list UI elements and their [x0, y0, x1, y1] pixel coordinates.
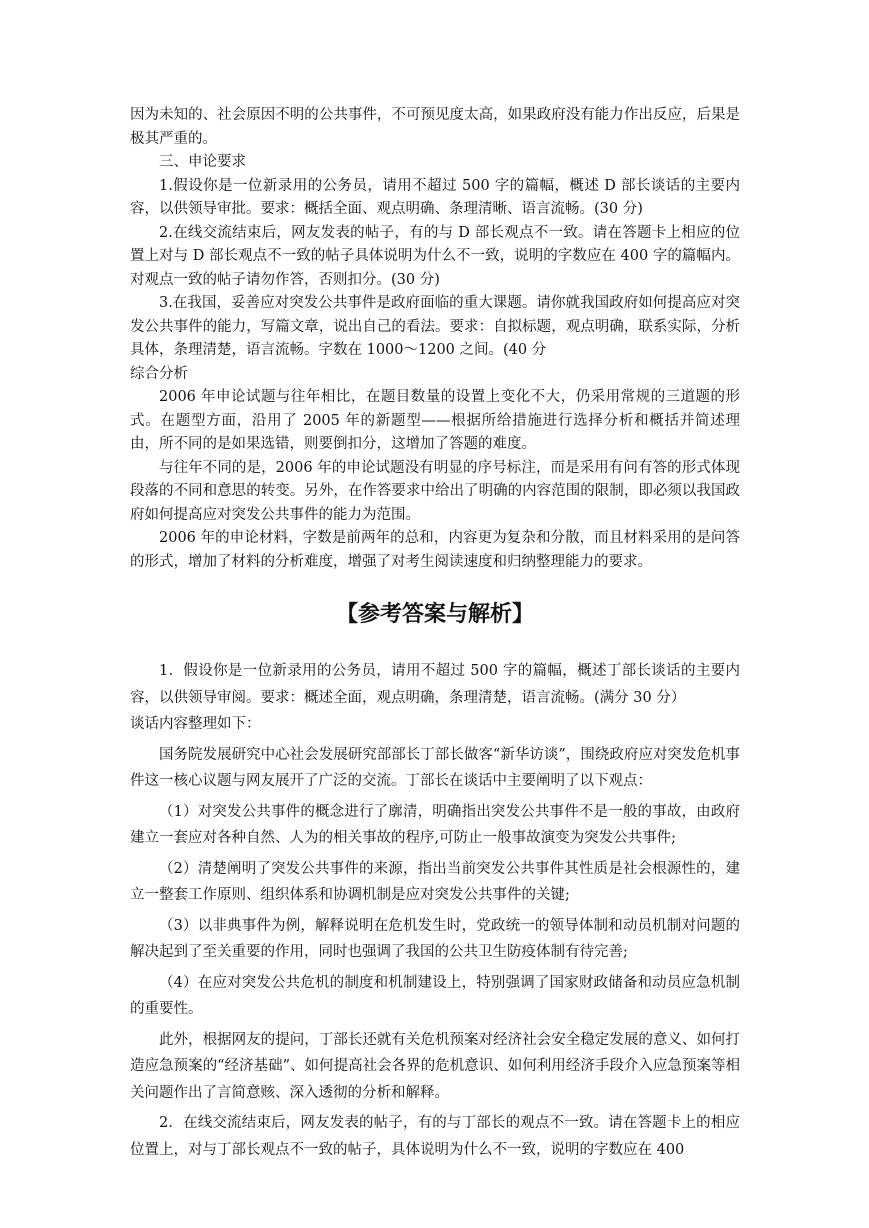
answer-point-2: （2）清楚阐明了突发公共事件的来源，指出当前突发公共事件其性质是社会根源性的，建立一整套工作原则、组织体系和协调机制是应对突发公共事件的关键;: [130, 860, 740, 903]
answer-point-4: （4）在应对突发公共危机的制度和机制建设上，特别强调了国家财政储备和动员应急机制的重要性。: [130, 974, 740, 1017]
answer-paragraph-2: 此外，根据网友的提问，丁部长还就有关危机预案对经济社会安全稳定发展的意义、如何打造应急预案的“经济基础”、如何提高社会各界的危机意识、如何利用经济手段介入应急预案等相关问题作出了言简意赅、深入透彻的分析和解释。: [130, 1031, 740, 1101]
answers-section: [130, 658, 740, 1163]
analysis-paragraph-1: 2006 年申论试题与往年相比，在题目数量的设置上变化不大，仍采用常规的三道题的形式。在题型方面，沿用了 2005 年的新题型——根据所给措施进行选择分析和概括并简述理 由，所不同的是如果选错，则要倒扣分，这增加了答题的难度。: [130, 389, 740, 452]
section-title-analysis: 综合分析: [130, 365, 188, 382]
requirement-1: 1.假设你是一位新录用的公务员，请用不超过 500 字的篇幅，概述 D 部长谈话的主要内容，以供领导审批。要求：概括全面、观点明确、条理清晰、语言流畅。(30 分): [130, 177, 740, 217]
requirement-2: 2.在线交流结束后，网友发表的帖子，有的与 D 部长观点不一致。请在答题卡上相应的位置上对与 D 部长观点不一致的帖子具体说明为什么不一致，说明的字数应在 400 字的篇幅内。对观点一致的帖子请勿作答，否则扣分。(30 分): [130, 224, 740, 288]
analysis-paragraph-3: 2006 年的申论材料，字数是前两年的总和，内容更为复杂和分散，而且材料采用的是问答的形式，增加了材料的分析难度，增强了对考生阅读速度和归纳整理能力的要求。: [130, 530, 740, 570]
answer-point-3: （3）以非典事件为例，解释说明在危机发生时，党政统一的领导体制和动员机制对问题的解决起到了至关重要的作用，同时也强调了我国的公共卫生防疫体制有待完善;: [130, 917, 740, 960]
answer-point-1: （1）对突发公共事件的概念进行了廓清，明确指出突发公共事件不是一般的事故，由政府建立一套应对各种自然、人为的相关事故的程序,可防止一般事故演变为突发公共事件;: [130, 803, 740, 846]
answers-heading: 【参考答案与解析】: [335, 602, 534, 627]
analysis-paragraph-2: 与往年不同的是，2006 年的申论试题没有明显的序号标注，而是采用有问有答的形式体现段落的不同和意思的转变。另外，在作答要求中给出了明确的内容范围的限制，即必须以我国政府如何提高应对突发公共事件的能力为范围。: [130, 459, 740, 523]
paragraph-intro-continuation: 因为未知的、社会原因不明的公共事件，不可预见度太高，如果政府没有能力作出反应，后果是极其严重的。: [130, 107, 740, 147]
answer-paragraph-1: 国务院发展研究中心社会发展研究部部长丁部长做客“新华访谈”，围绕政府应对突发危机事件这一核心议题与网友展开了广泛的交流。丁部长在谈话中主要阐明了以下观点：: [130, 746, 740, 789]
document-page: [130, 104, 740, 1163]
question-2: 2．在线交流结束后，网友发表的帖子，有的与丁部长的观点不一致。请在答题卡上的相应位置上，对与丁部长观点不一致的帖子，具体说明为什么不一致，说明的字数应在 400: [130, 1115, 740, 1158]
section-title-requirements: 三、申论要求: [159, 154, 246, 170]
answer-intro: 谈话内容整理如下：: [130, 716, 261, 732]
requirement-3: 3.在我国，妥善应对突发公共事件是政府面临的重大课题。请你就我国政府如何提高应对突发公共事件的能力，写篇文章，说出自己的看法。要求：自拟标题，观点明确，联系实际，分析具体，条理清楚，语言流畅。字数在 1000～1200 之间。(40 分: [130, 295, 740, 358]
question-1: 1．假设你是一位新录用的公务员，请用不超过 500 字的篇幅，概述丁部长谈话的主要内容，以供领导审阅。要求：概述全面，观点明确，条理清楚，语言流畅。(满分 30 分）: [130, 663, 740, 706]
